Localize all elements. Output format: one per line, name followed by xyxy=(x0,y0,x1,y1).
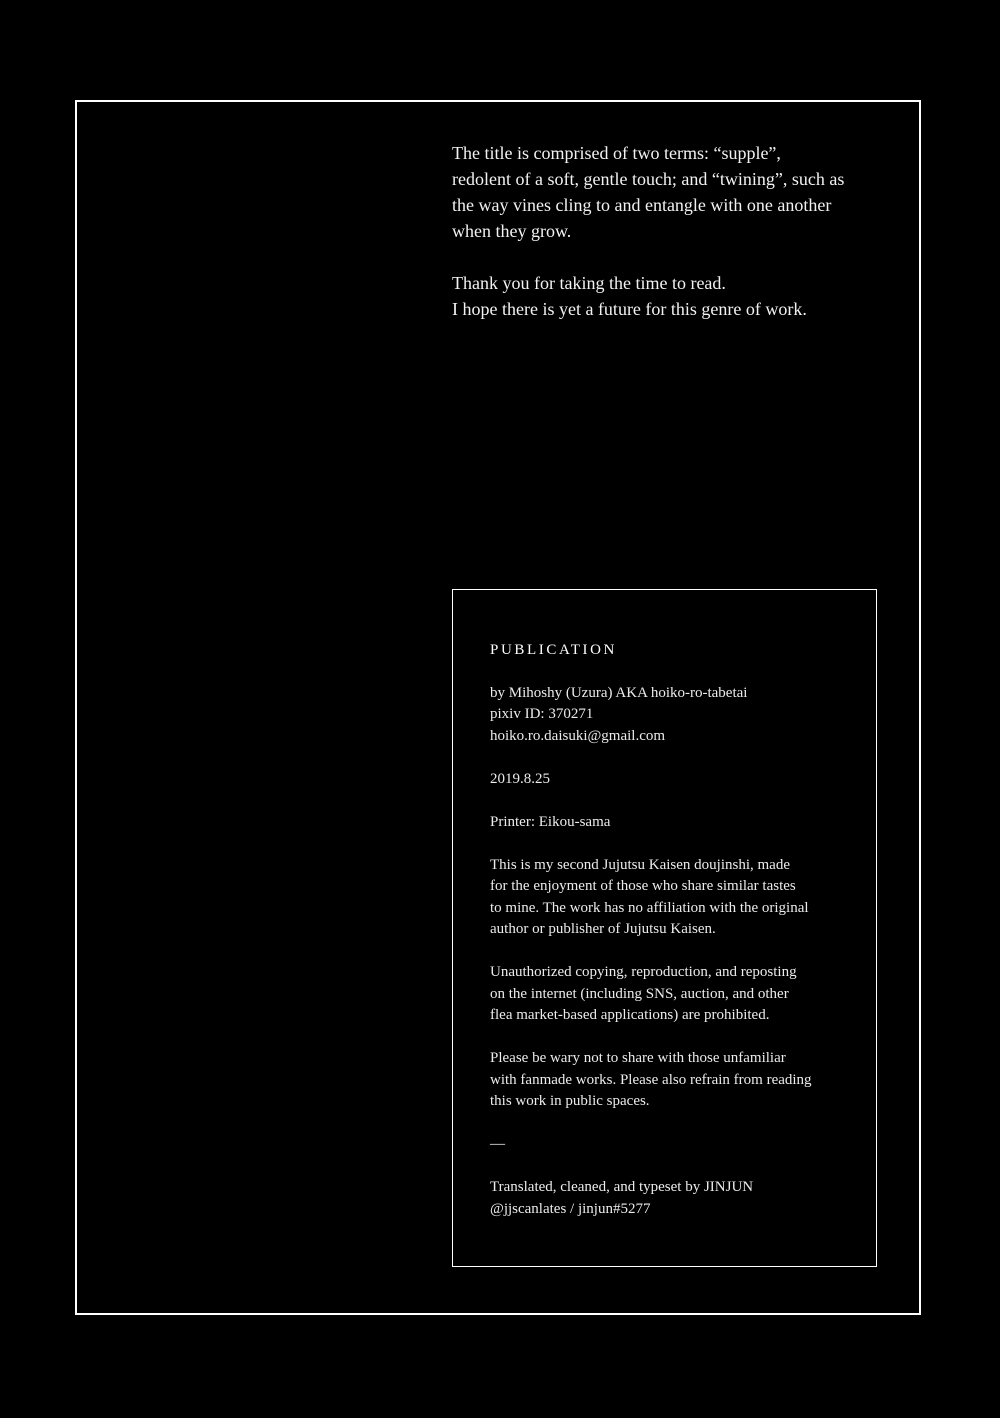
text-line: on the internet (including SNS, auction, and other xyxy=(490,985,789,1002)
text-line: This is my second Jujutsu Kaisen doujinshi, made xyxy=(490,856,790,873)
afterword-paragraph-title-meaning xyxy=(452,140,892,244)
text-line: @jjscanlates / jinjun#5277 xyxy=(490,1200,651,1217)
text-line: Translated, cleaned, and typeset by JINJUN xyxy=(490,1179,754,1195)
text-line: for the enjoyment of those who share similar tastes xyxy=(490,878,796,894)
text-line: with fanmade works. Please also refrain from reading xyxy=(490,1071,812,1088)
author-info xyxy=(490,683,860,748)
pixiv-id: pixiv ID: 370271 xyxy=(490,706,594,722)
text-line: flea market-based applications) are prohibited. xyxy=(490,1007,770,1023)
text-line: this work in public spaces. xyxy=(490,1093,650,1109)
publication-date: 2019.8.25 xyxy=(490,770,550,787)
text-line: I hope there is yet a future for this genre of work. xyxy=(452,299,807,319)
printer-info: Printer: Eikou-sama xyxy=(490,813,611,830)
text-line: when they grow. xyxy=(452,221,572,241)
text-line: redolent of a soft, gentle touch; and “twining”, such as xyxy=(452,169,845,189)
text-line: author or publisher of Jujutsu Kaisen. xyxy=(490,921,716,937)
copying-notice xyxy=(490,962,860,1027)
text-line: the way vines cling to and entangle with one another xyxy=(452,195,832,215)
text-line: Thank you for taking the time to read. xyxy=(452,273,726,293)
doujinshi-note xyxy=(490,855,860,941)
afterword-text xyxy=(452,140,892,348)
text-line: to mine. The work has no affiliation with the original xyxy=(490,899,809,916)
author-name: by Mihoshy (Uzura) AKA hoiko-ro-tabetai xyxy=(490,684,748,701)
translation-credits xyxy=(490,1177,860,1220)
afterword-paragraph-thanks xyxy=(452,270,892,322)
publication-box xyxy=(452,589,877,1267)
author-email: hoiko.ro.daisuki@gmail.com xyxy=(490,727,666,744)
sharing-notice xyxy=(490,1048,860,1113)
text-line: The title is comprised of two terms: “supple”, xyxy=(452,143,781,163)
publication-content xyxy=(490,640,860,1242)
text-line: Unauthorized copying, reproduction, and reposting xyxy=(490,964,797,980)
publication-heading: PUBLICATION xyxy=(490,642,617,658)
text-line: Please be wary not to share with those unfamiliar xyxy=(490,1050,786,1066)
section-divider: — xyxy=(490,1136,505,1152)
